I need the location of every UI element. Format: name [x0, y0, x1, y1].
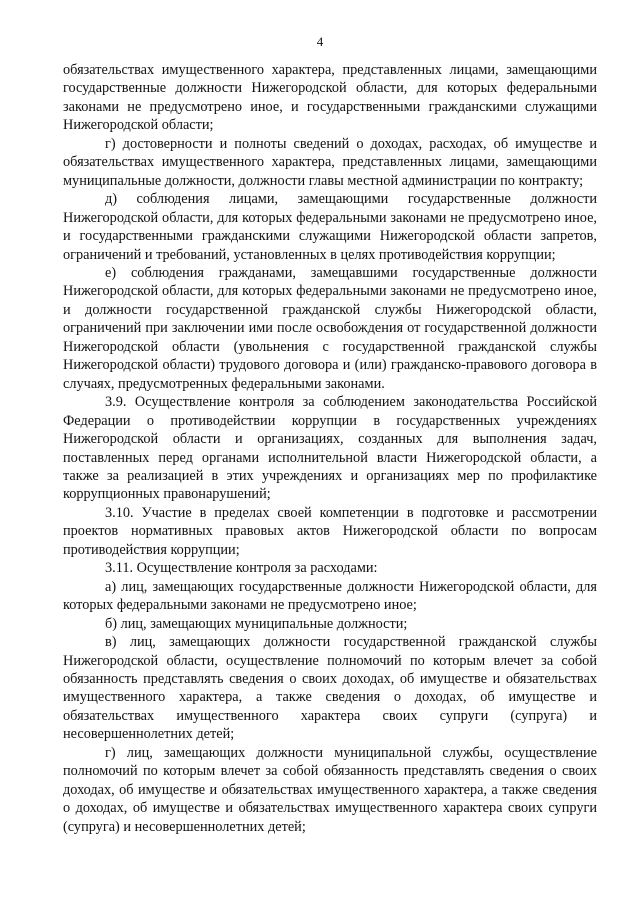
paragraph-3-11-b: б) лиц, замещающих муниципальные должности;	[105, 615, 408, 632]
document-body	[63, 61, 597, 836]
paragraph-3-11-v: в) лиц, замещающих должности государственной гражданской службы Нижегородской области, осуществление полномочий по которым влечет за собой обязанность представлять сведения о своих доходах, об имуществе и обязательствах имущественного характера, а также сведения о доходах, об имуществе и обязательствах имущественного характера своих супруги (супруга) и несовершеннолетних детей;	[63, 634, 597, 743]
page-number: 4	[316, 34, 324, 49]
paragraph-item-e: е) соблюдения гражданами, замещавшими государственные должности Нижегородской области, для которых федеральными законами не предусмотрено иное, и должности государственной гражданской службы Нижегородской области, ограничений при заключении ими после освобождения от государственной должности Нижегородской области (увольнения с государственной гражданской службы Нижегородской области) трудового договора и (или) гражданско-правового договора в случаях, предусмотренных федеральными законами.	[63, 264, 597, 392]
paragraph-3-11: 3.11. Осуществление контроля за расходами:	[105, 560, 378, 577]
paragraph-3-11-g: г) лиц, замещающих должности муниципальной службы, осуществление полномочий по которым влечет за собой обязанность представлять сведения о своих доходах, об имуществе и обязательствах имущественного характера, а также сведения о доходах, об имуществе и обязательствах имущественного характера своих супруги (супруга) и несовершеннолетних детей;	[63, 744, 597, 835]
paragraph-item-d: д) соблюдения лицами, замещающими государственные должности Нижегородской области, для которых федеральными законами не предусмотрено иное, и государственными гражданскими служащими Нижегородской области запретов, ограничений и требований, установленных в целях противодействия коррупции;	[63, 191, 597, 263]
paragraph-3-11-a: а) лиц, замещающих государственные должности Нижегородской области, для которых федеральными законами не предусмотрено иное;	[63, 578, 597, 614]
paragraph-3-9: 3.9. Осуществление контроля за соблюдением законодательства Российской Федерации о противодействии коррупции в государственных учреждениях Нижегородской области и организациях, созданных для выполнения задач, поставленных перед органами исполнительной власти Нижегородской области, а также за реализацией в этих учреждениях и организациях мер по профилактике коррупционных правонарушений;	[63, 394, 597, 503]
paragraph-3-10: 3.10. Участие в пределах своей компетенции в подготовке и рассмотрении проектов нормативных правовых актов Нижегородской области по вопросам противодействия коррупции;	[63, 504, 597, 558]
paragraph-item-g: г) достоверности и полноты сведений о доходах, расходах, об имуществе и обязательствах имущественного характера, представленных лицами, замещающими муниципальные должности, должности главы местной администрации по контракту;	[63, 135, 597, 189]
paragraph-continued: обязательствах имущественного характера, представленных лицами, замещающими государственные должности Нижегородской области, для которых федеральными законами не предусмотрено иное, и государственными гражданскими служащими Нижегородской области;	[63, 62, 597, 134]
